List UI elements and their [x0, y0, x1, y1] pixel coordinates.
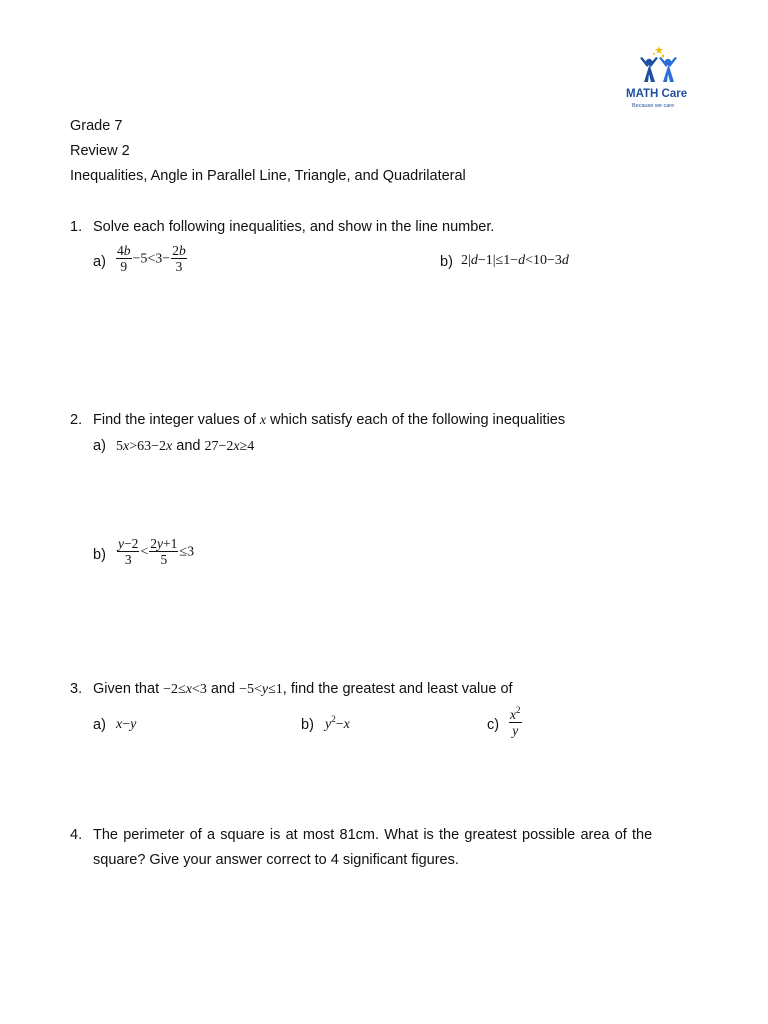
logo-figures-icon: [622, 44, 698, 88]
q2b-expression: $\frac{y-2}{3}$ < $\frac{2y+1}{5}$ ≤3: [118, 536, 195, 567]
q4-line1: The perimeter of a square is at most 81cm. What is the greatest possible area of the: [93, 827, 653, 843]
q2-number: 2.: [70, 412, 83, 428]
q3-text: Given that −2≤x<3 and −5<y≤1, find the greatest and least value of: [93, 681, 513, 697]
review-label: Review 2: [70, 143, 130, 159]
q2-text-after: which satisfy each of the following inequalities: [266, 412, 566, 428]
q4-number: 4.: [70, 827, 83, 843]
topics-line: Inequalities, Angle in Parallel Line, Triangle, and Quadrilateral: [70, 168, 466, 184]
q1b-expression: 2|d−1|≤1−d<10−3d: [461, 253, 569, 268]
q4-line2: square? Give your answer correct to 4 significant figures.: [93, 852, 459, 868]
q3a-expression: x−y: [116, 717, 137, 732]
q1b-label: b): [440, 254, 453, 270]
q3-text-mid: and: [206, 681, 240, 697]
logo-brand-text: MATH Care: [626, 88, 688, 100]
q2-var: x: [259, 413, 267, 428]
q2-text: [93, 411, 565, 430]
q2a-connector: and: [176, 438, 201, 454]
q2a-label: a): [93, 438, 106, 454]
q1-text: Solve each following inequalities, and show in the line number.: [93, 219, 495, 235]
q2a-expression: 5x>63−2x and 27−2x≥4: [116, 438, 255, 454]
q2b-label: b): [93, 547, 106, 563]
q3a-label: a): [93, 717, 106, 733]
math-care-logo: [622, 44, 698, 112]
q3b-label: b): [301, 717, 314, 733]
q3-text-before: Given that: [93, 681, 164, 697]
q1a-label: a): [93, 254, 106, 270]
q2-text-before: Find the integer values of: [93, 412, 260, 428]
q3-number: 3.: [70, 681, 83, 697]
grade-label: Grade 7: [70, 118, 123, 134]
q3c-label: c): [487, 717, 500, 733]
q3-text-after: , find the greatest and least value of: [282, 681, 513, 697]
logo-tagline: Because we care: [632, 103, 675, 109]
q1a-expression: $\frac{4b}{9}$ −5<3− $\frac{2b}{3}$: [117, 243, 186, 274]
q3c-expression: $\frac{x^2}{y}$: [510, 705, 521, 738]
q1-number: 1.: [70, 219, 83, 235]
q3b-expression: $y^2-x$: [325, 714, 350, 732]
